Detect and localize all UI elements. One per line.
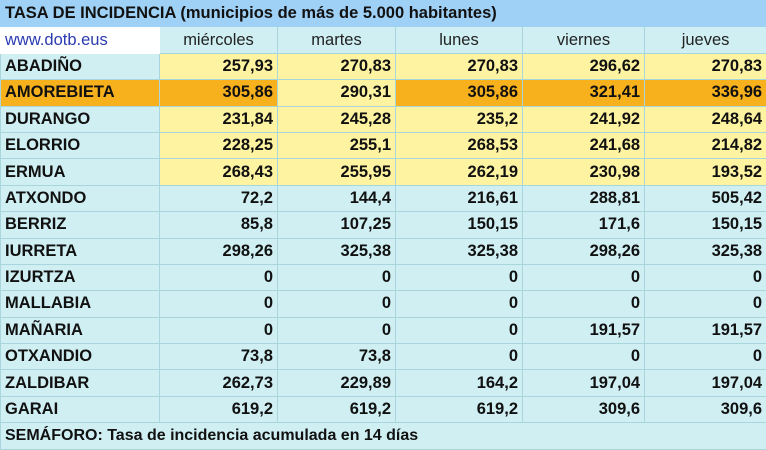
value-cell: 619,2 [396, 396, 523, 422]
value-cell: 0 [160, 264, 278, 290]
value-cell: 298,26 [160, 238, 278, 264]
value-cell: 255,1 [278, 132, 396, 158]
value-cell: 0 [396, 317, 523, 343]
municipality-name: ZALDIBAR [1, 370, 160, 396]
value-cell: 288,81 [523, 185, 645, 211]
site-url[interactable]: www.dotb.eus [1, 27, 160, 53]
municipality-name: DURANGO [1, 106, 160, 132]
value-cell: 229,89 [278, 370, 396, 396]
municipality-name: ABADIÑO [1, 53, 160, 79]
value-cell: 164,2 [396, 370, 523, 396]
value-cell: 255,95 [278, 159, 396, 185]
value-cell: 235,2 [396, 106, 523, 132]
value-cell: 193,52 [645, 159, 766, 185]
value-cell: 270,83 [645, 53, 766, 79]
value-cell: 270,83 [396, 53, 523, 79]
table-row [1, 185, 766, 211]
value-cell: 191,57 [523, 317, 645, 343]
value-cell: 241,68 [523, 132, 645, 158]
value-cell: 305,86 [160, 80, 278, 106]
municipality-name: ATXONDO [1, 185, 160, 211]
municipality-name: MAÑARIA [1, 317, 160, 343]
value-cell: 0 [523, 344, 645, 370]
value-cell: 305,86 [396, 80, 523, 106]
value-cell: 191,57 [645, 317, 766, 343]
value-cell: 325,38 [278, 238, 396, 264]
value-cell: 73,8 [278, 344, 396, 370]
value-cell: 73,8 [160, 344, 278, 370]
value-cell: 0 [523, 264, 645, 290]
value-cell: 0 [160, 317, 278, 343]
value-cell: 309,6 [645, 396, 766, 422]
municipality-name: ERMUA [1, 159, 160, 185]
municipality-name: BERRIZ [1, 212, 160, 238]
table-row [1, 344, 766, 370]
title-row [1, 1, 766, 27]
value-cell: 268,43 [160, 159, 278, 185]
value-cell: 85,8 [160, 212, 278, 238]
value-cell: 245,28 [278, 106, 396, 132]
table-row [1, 291, 766, 317]
table-row [1, 370, 766, 396]
table-row [1, 238, 766, 264]
value-cell: 107,25 [278, 212, 396, 238]
value-cell: 0 [278, 291, 396, 317]
municipality-name: AMOREBIETA [1, 80, 160, 106]
value-cell: 619,2 [160, 396, 278, 422]
municipality-name: IURRETA [1, 238, 160, 264]
value-cell: 0 [396, 264, 523, 290]
value-cell: 262,73 [160, 370, 278, 396]
value-cell: 150,15 [396, 212, 523, 238]
header-day: jueves [645, 27, 766, 53]
table-row [1, 396, 766, 422]
value-cell: 72,2 [160, 185, 278, 211]
value-cell: 231,84 [160, 106, 278, 132]
table-row [1, 132, 766, 158]
municipality-name: MALLABIA [1, 291, 160, 317]
table-row [1, 317, 766, 343]
value-cell: 0 [278, 317, 396, 343]
header-row [1, 27, 766, 53]
value-cell: 0 [396, 344, 523, 370]
value-cell: 336,96 [645, 80, 766, 106]
table-row [1, 53, 766, 79]
value-cell: 171,6 [523, 212, 645, 238]
municipality-name: OTXANDIO [1, 344, 160, 370]
value-cell: 0 [396, 291, 523, 317]
value-cell: 270,83 [278, 53, 396, 79]
footer-row [1, 423, 766, 449]
value-cell: 290,31 [278, 80, 396, 106]
table-row [1, 212, 766, 238]
value-cell: 0 [645, 291, 766, 317]
value-cell: 0 [278, 264, 396, 290]
legend-note: SEMÁFORO: Tasa de incidencia acumulada en 14 días [1, 423, 766, 449]
header-day: martes [278, 27, 396, 53]
value-cell: 0 [523, 291, 645, 317]
value-cell: 505,42 [645, 185, 766, 211]
value-cell: 228,25 [160, 132, 278, 158]
title-cell-empty [645, 1, 766, 27]
value-cell: 197,04 [523, 370, 645, 396]
value-cell: 296,62 [523, 53, 645, 79]
municipality-name: GARAI [1, 396, 160, 422]
value-cell: 0 [645, 344, 766, 370]
value-cell: 262,19 [396, 159, 523, 185]
value-cell: 216,61 [396, 185, 523, 211]
municipality-name: IZURTZA [1, 264, 160, 290]
table-row [1, 106, 766, 132]
value-cell: 150,15 [645, 212, 766, 238]
header-day: miércoles [160, 27, 278, 53]
table-row [1, 264, 766, 290]
value-cell: 257,93 [160, 53, 278, 79]
value-cell: 0 [645, 264, 766, 290]
table-row [1, 80, 766, 106]
value-cell: 241,92 [523, 106, 645, 132]
table-title: TASA DE INCIDENCIA (municipios de más de 5.000 habitantes) [1, 1, 645, 27]
value-cell: 144,4 [278, 185, 396, 211]
header-day: lunes [396, 27, 523, 53]
value-cell: 309,6 [523, 396, 645, 422]
value-cell: 321,41 [523, 80, 645, 106]
value-cell: 0 [160, 291, 278, 317]
value-cell: 619,2 [278, 396, 396, 422]
header-day: viernes [523, 27, 645, 53]
value-cell: 248,64 [645, 106, 766, 132]
value-cell: 325,38 [645, 238, 766, 264]
municipality-name: ELORRIO [1, 132, 160, 158]
table-row [1, 159, 766, 185]
value-cell: 268,53 [396, 132, 523, 158]
value-cell: 298,26 [523, 238, 645, 264]
value-cell: 214,82 [645, 132, 766, 158]
value-cell: 230,98 [523, 159, 645, 185]
value-cell: 325,38 [396, 238, 523, 264]
value-cell: 197,04 [645, 370, 766, 396]
